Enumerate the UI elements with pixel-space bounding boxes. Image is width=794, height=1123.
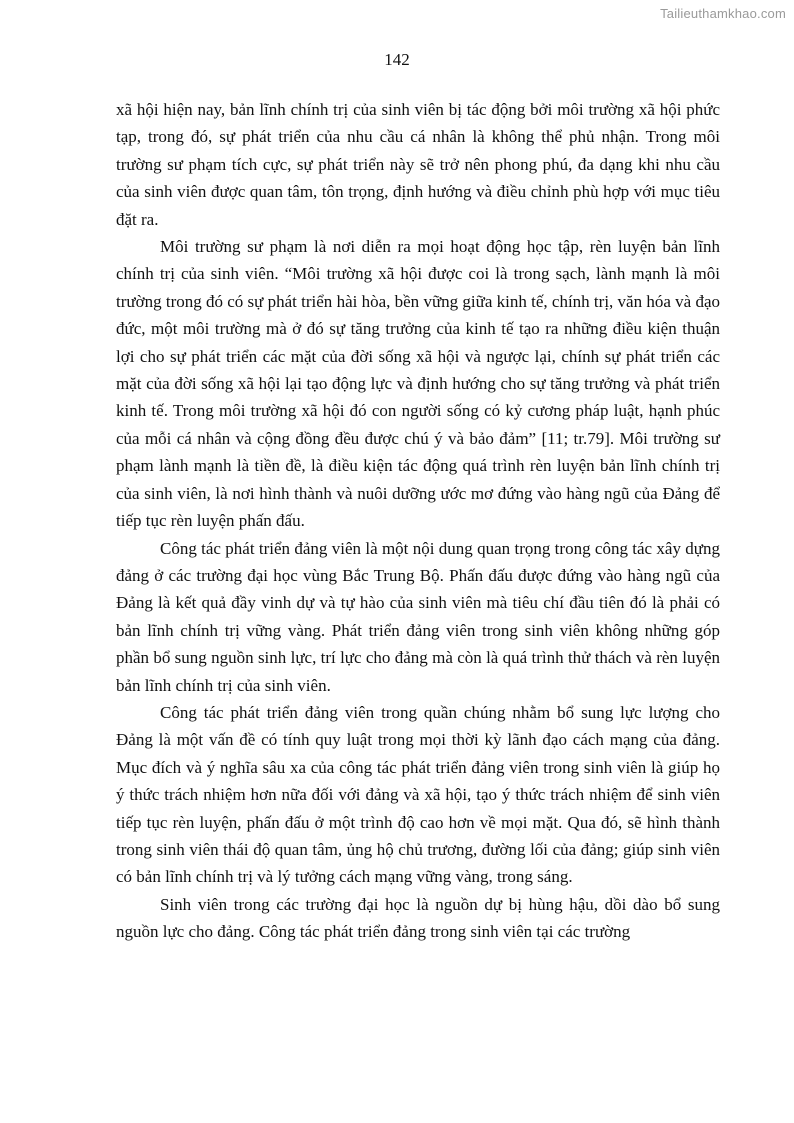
watermark-text: Tailieuthamkhao.com	[660, 6, 786, 21]
paragraph-party-development-purpose: Công tác phát triển đảng viên trong quần chúng nhằm bổ sung lực lượng cho Đảng là một vấn đề có tính quy luật trong mọi thời kỳ lãnh đạo cách mạng của đảng. Mục đích và ý nghĩa sâu xa của công tác phát triển đảng viên trong sinh viên là giúp họ ý thức trách nhiệm hơn nữa đối với đảng và xã hội, tạo ý thức trách nhiệm để sinh viên tiếp tục rèn luyện, phấn đấu ở một trình độ cao hơn về mọi mặt. Qua đó, sẽ hình thành trong sinh viên thái độ quan tâm, ủng hộ chủ trương, đường lối của đảng; giúp sinh viên có bản lĩnh chính trị và lý tưởng cách mạng vững vàng, trong sáng.	[116, 702, 720, 887]
paragraph-student-reserve: Sinh viên trong các trường đại học là nguồn dự bị hùng hậu, dồi dào bổ sung nguồn lực cho đảng. Công tác phát triển đảng trong sinh viên tại các trường	[116, 894, 720, 942]
paragraph-pedagogical-environment: Môi trường sư phạm là nơi diễn ra mọi hoạt động học tập, rèn luyện bản lĩnh chính trị của sinh viên. “Môi trường xã hội được coi là trong sạch, lành mạnh là môi trường trong đó có sự phát triển hài hòa, bền vững giữa kinh tế, chính trị, văn hóa và đạo đức, một môi trường mà ở đó sự tăng trưởng của kinh tế tạo ra những điều kiện thuận lợi cho sự phát triển các mặt của đời sống xã hội và ngược lại, chính sự phát triển các mặt của đời sống xã hội lại tạo động lực và định hướng cho sự tăng trưởng và phát triển kinh tế. Trong môi trường xã hội đó con người sống có kỷ cương pháp luật, hạnh phúc của mỗi cá nhân và cộng đồng đều được chú ý và bảo đảm” [11; tr.79]. Môi trường sư phạm lành mạnh là tiền đề, là điều kiện tác động quá trình rèn luyện bản lĩnh chính trị của sinh viên, là nơi hình thành và nuôi dưỡng ước mơ đứng vào hàng ngũ của Đảng để tiếp tục rèn luyện phấn đấu.	[116, 237, 720, 531]
paragraph-party-development: Công tác phát triển đảng viên là một nội dung quan trọng trong công tác xây dựng đảng ở các trường đại học vùng Bắc Trung Bộ. Phấn đấu được đứng vào hàng ngũ của Đảng là kết quả đầy vinh dự và tự hào của sinh viên mà tiêu chí đầu tiên đó là phải có bản lĩnh chính trị vững vàng. Phát triển đảng viên trong sinh viên không những góp phần bổ sung nguồn sinh lực, trí lực cho đảng mà còn là quá trình thử thách và rèn luyện bản lĩnh chính trị của sinh viên.	[116, 538, 720, 695]
paragraph-continuation: xã hội hiện nay, bản lĩnh chính trị của sinh viên bị tác động bởi môi trường xã hội phức tạp, trong đó, sự phát triển của nhu cầu cá nhân là không thể phủ nhận. Trong môi trường sư phạm tích cực, sự phát triển này sẽ trở nên phong phú, đa dạng khi nhu cầu của sinh viên được quan tâm, tôn trọng, định hướng và điều chỉnh phù hợp với mục tiêu đặt ra.	[116, 100, 720, 229]
page-number: 142	[384, 50, 410, 69]
document-body	[116, 96, 720, 946]
